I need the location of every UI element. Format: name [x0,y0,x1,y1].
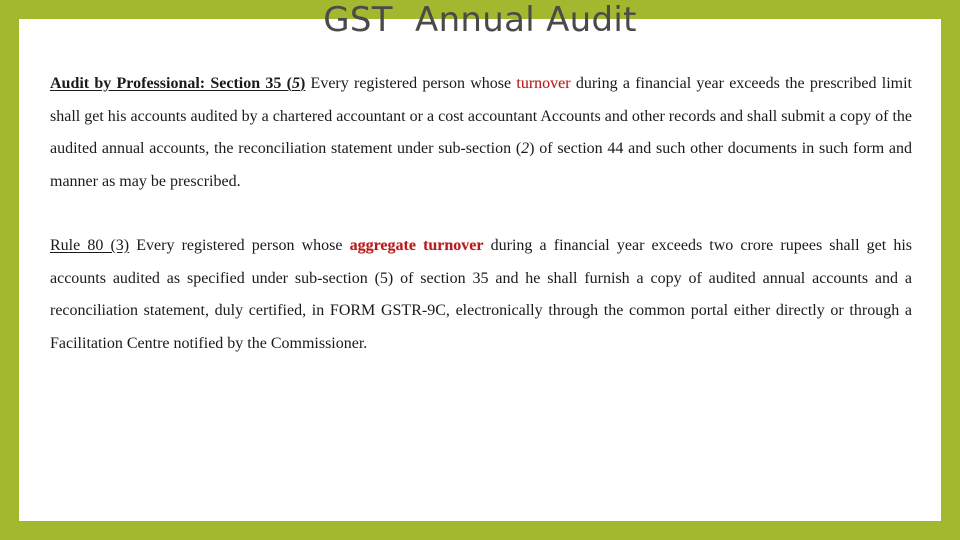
section-35-subsection-number: 5 [291,75,300,92]
section-44-subsection-ref: 2 [521,140,530,157]
turnover-highlight: turnover [516,75,571,92]
paragraph-rule-80 [50,230,912,360]
rule-80-text-after: during a financial year exceeds two crore rupees shall get his accounts audited as specified under sub-section (5) of section 35 and he shall furnish a copy of audited annual accounts and a reconciliation statement, duly certified, in FORM GSTR-9C, electronically through the common portal either directly or through a Facilitation Centre notified by the Commissioner. [50,237,912,352]
rule-80-text-before: Every registered person whose [129,237,350,254]
section-35-subsection-open: ( [281,75,292,92]
paragraph-section-35 [50,68,912,198]
slide-title: GST Annual Audit [323,0,637,40]
aggregate-turnover-highlight: aggregate turnover [349,237,484,254]
section-35-text-before: Every registered person whose [305,75,517,92]
section-35-heading [50,75,305,92]
rule-80-heading: Rule 80 (3) [50,237,130,254]
section-35-text-mid: during a financial year exceeds the prescribed limit shall get his accounts audited by a chartered accountant or a cost accountant Accounts and other records and shall submit a copy of the audited annual accounts, the reconciliation statement under sub-section ( [50,75,912,157]
section-35-text-after: ) of section 44 and such other documents in such form and manner as may be prescribed. [50,140,912,190]
section-35-subsection-close: ) [299,75,306,92]
section-35-heading-text: Audit by Professional: Section 35 [50,75,282,92]
